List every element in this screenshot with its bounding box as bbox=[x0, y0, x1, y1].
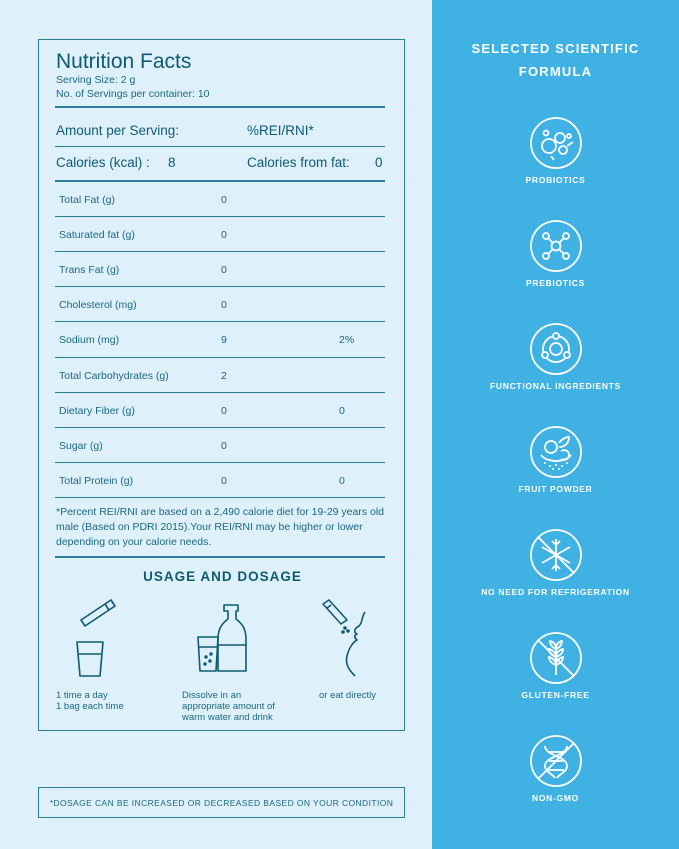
calories-label: Calories (kcal) : bbox=[56, 155, 150, 170]
formula-column bbox=[432, 0, 679, 849]
feature-label: PREBIOTICS bbox=[526, 278, 585, 288]
nutrient-amount: 2 bbox=[221, 370, 227, 382]
formula-title: SELECTED SCIENTIFIC FORMULA bbox=[471, 41, 640, 79]
nutrient-row bbox=[55, 322, 385, 357]
nutrient-row bbox=[55, 252, 385, 287]
prebiotics-icon bbox=[529, 219, 583, 273]
fruit-powder-icon bbox=[529, 425, 583, 479]
usage-step-caption: or eat directly bbox=[319, 690, 377, 701]
nutrient-row bbox=[55, 428, 385, 463]
sachet-mouth-icon bbox=[319, 598, 379, 678]
nutrient-row bbox=[55, 182, 385, 217]
nutrient-percent: 0 bbox=[339, 405, 345, 417]
nutrient-name: Cholesterol (mg) bbox=[59, 299, 137, 311]
functional-ingredients-icon bbox=[529, 322, 583, 376]
feature-item bbox=[432, 425, 679, 515]
feature-item bbox=[432, 219, 679, 309]
nutrient-row bbox=[55, 463, 385, 498]
nutrient-amount: 0 bbox=[221, 299, 227, 311]
nutrient-name: Total Protein (g) bbox=[59, 475, 134, 487]
nutrition-title: Nutrition Facts bbox=[56, 50, 192, 73]
nutrient-name: Total Carbohydrates (g) bbox=[59, 370, 169, 382]
calories-fat-value: 0 bbox=[375, 155, 383, 170]
feature-item bbox=[432, 631, 679, 721]
gluten-free-icon bbox=[529, 631, 583, 685]
divider bbox=[55, 497, 385, 498]
dosage-footnote: *DOSAGE CAN BE INCREASED OR DECREASED BASED ON YOUR CONDITION bbox=[38, 787, 405, 818]
nutrient-row bbox=[55, 287, 385, 322]
divider bbox=[55, 146, 385, 147]
nutrient-amount: 0 bbox=[221, 405, 227, 417]
divider-thick bbox=[55, 106, 385, 108]
nutrient-row bbox=[55, 393, 385, 428]
nutrient-amount: 0 bbox=[221, 440, 227, 452]
nutrient-name: Sugar (g) bbox=[59, 440, 103, 452]
usage-step-caption: Dissolve in an appropriate amount of warm water and drink bbox=[182, 690, 275, 723]
nutrient-amount: 0 bbox=[221, 475, 227, 487]
feature-label: GLUTEN-FREE bbox=[521, 690, 590, 700]
nutrient-name: Saturated fat (g) bbox=[59, 229, 135, 241]
usage-step-caption: 1 time a day 1 bag each time bbox=[56, 690, 124, 712]
bottle-glass-icon bbox=[194, 603, 254, 675]
feature-label: FRUIT POWDER bbox=[518, 484, 593, 494]
calories-value: 8 bbox=[168, 155, 176, 170]
feature-item bbox=[432, 734, 679, 824]
nutrient-percent: 2% bbox=[339, 334, 355, 346]
divider-thick bbox=[55, 556, 385, 558]
amount-per-serving-label: Amount per Serving: bbox=[56, 123, 180, 138]
servings-per-container: No. of Servings per container: 10 bbox=[56, 88, 210, 100]
feature-label: NO NEED FOR REFRIGERATION bbox=[481, 587, 630, 597]
rei-header: %REI/RNI* bbox=[247, 123, 314, 138]
nutrient-name: Trans Fat (g) bbox=[59, 264, 120, 276]
nutrient-amount: 9 bbox=[221, 334, 227, 346]
nutrition-panel bbox=[38, 39, 405, 731]
nutrient-row bbox=[55, 358, 385, 393]
nutrient-amount: 0 bbox=[221, 264, 227, 276]
nutrient-amount: 0 bbox=[221, 229, 227, 241]
nutrient-name: Total Fat (g) bbox=[59, 194, 116, 206]
usage-title: USAGE AND DOSAGE bbox=[143, 569, 302, 584]
nutrient-amount: 0 bbox=[221, 194, 227, 206]
probiotics-icon bbox=[529, 116, 583, 170]
nutrient-name: Sodium (mg) bbox=[59, 334, 120, 346]
nutrient-row bbox=[55, 217, 385, 252]
nutrient-percent: 0 bbox=[339, 475, 345, 487]
calories-fat-label: Calories from fat: bbox=[247, 155, 350, 170]
no-refrigeration-icon bbox=[529, 528, 583, 582]
non-gmo-icon bbox=[529, 734, 583, 788]
nutrient-name: Dietary Fiber (g) bbox=[59, 405, 135, 417]
feature-label: NON-GMO bbox=[532, 793, 579, 803]
serving-size: Serving Size: 2 g bbox=[56, 74, 136, 86]
feature-item bbox=[432, 528, 679, 618]
feature-item bbox=[432, 116, 679, 206]
feature-item bbox=[432, 322, 679, 412]
feature-label: FUNCTIONAL INGREDIENTS bbox=[490, 381, 621, 391]
sachet-glass-icon bbox=[67, 596, 127, 680]
rei-footnote: *Percent REI/RNI are based on a 2,490 calorie diet for 19-29 years old male (Based on PDRI 2015).Your REI/RNI may be higher or lower depending on your calorie needs. bbox=[56, 506, 385, 548]
feature-label: PROBIOTICS bbox=[525, 175, 586, 185]
